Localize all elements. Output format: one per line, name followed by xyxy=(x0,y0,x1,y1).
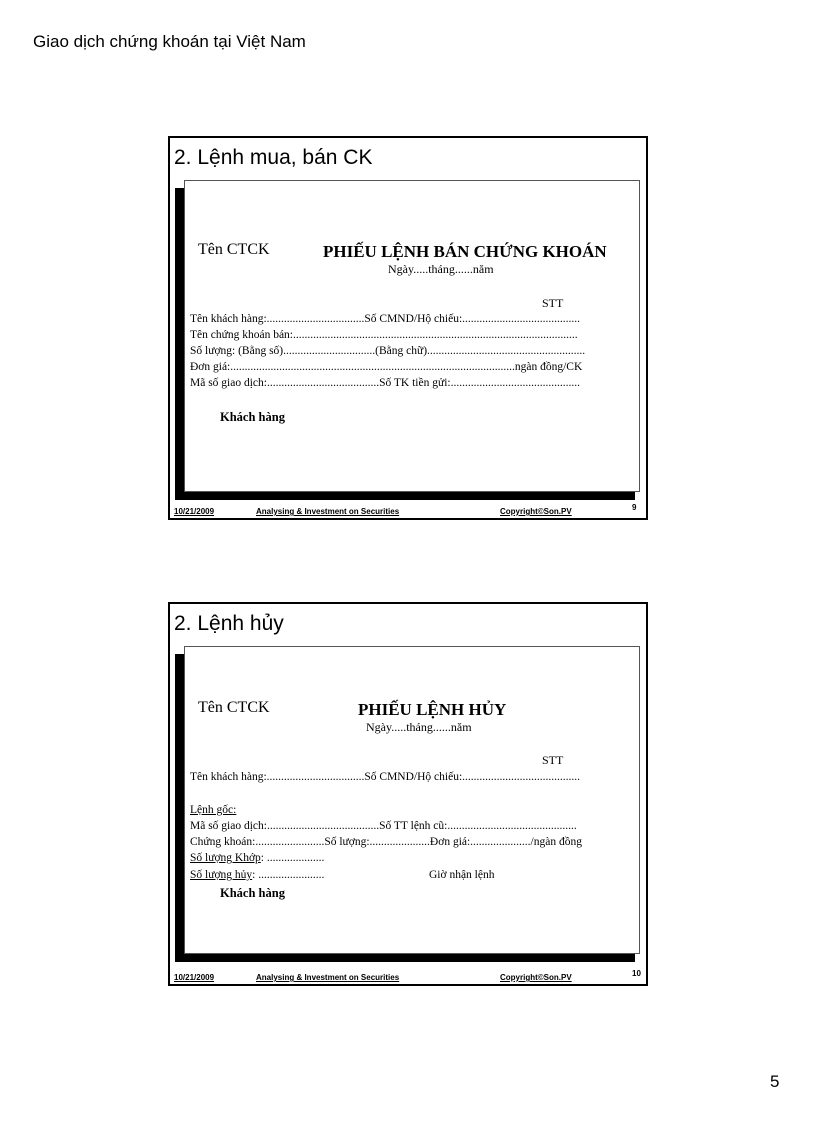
trade-code-line: Mã số giao dịch:.......................................Số TK tiền gửi:............................................. xyxy=(190,377,580,389)
customer-name-line: Tên khách hàng:..................................Số CMND/Hộ chiếu:......................................... xyxy=(190,771,581,783)
stt-label: STT xyxy=(542,753,564,767)
date-line: Ngày.....tháng......năm xyxy=(388,262,494,276)
footer-slide-number: 10 xyxy=(632,969,641,978)
footer-course: Analysing & Investment on Securities xyxy=(256,973,400,982)
receive-time-label: Giờ nhận lệnh xyxy=(429,869,495,881)
page-header: Giao dịch chứng khoán tại Việt Nam xyxy=(33,32,306,51)
cancel-form-panel xyxy=(184,646,640,954)
stt-label: STT xyxy=(542,296,564,310)
company-name: Tên CTCK xyxy=(198,241,270,258)
footer-slide-number: 9 xyxy=(632,503,637,512)
trade-code-line: Mã số giao dịch:.......................................Số TT lệnh cũ:............................................. xyxy=(190,820,577,832)
cancel-label: Số lượng hủy xyxy=(190,869,253,881)
order-form-panel xyxy=(184,180,640,492)
customer-name-line: Tên khách hàng:..................................Số CMND/Hộ chiếu:......................................... xyxy=(190,313,581,325)
slide-title: 2. Lệnh mua, bán CK xyxy=(174,146,373,169)
slide-title: 2. Lệnh hủy xyxy=(174,612,284,635)
original-order-label: Lệnh gốc: xyxy=(190,804,237,816)
slide-cancel-order xyxy=(168,602,648,986)
footer-date: 10/21/2009 xyxy=(174,973,215,982)
slide-sell-order xyxy=(168,136,648,520)
form-title: PHIẾU LỆNH HỦY xyxy=(358,700,507,719)
security-line: Chứng khoán:........................Số lượng:.....................Đơn giá:...................../ngàn đồng xyxy=(190,836,582,848)
matched-label: Số lượng Khớp xyxy=(190,852,261,864)
page-number: 5 xyxy=(770,1072,780,1091)
quantity-line: Số lượng: (Bằng số)................................(Bằng chữ)....................................................... xyxy=(190,345,586,357)
cancel-value: : ....................... xyxy=(252,869,325,881)
cancel-quantity-line xyxy=(190,869,638,881)
slide-footer xyxy=(174,969,644,985)
date-line: Ngày.....tháng......năm xyxy=(366,720,472,734)
matched-value: : .................... xyxy=(260,852,325,864)
matched-quantity-line xyxy=(190,852,638,864)
customer-signature-label: Khách hàng xyxy=(220,886,285,900)
security-name-line: Tên chứng khoán bán:................................................................................................... xyxy=(190,329,578,341)
footer-copyright: Copyright©Son.PV xyxy=(500,507,572,516)
footer-copyright: Copyright©Son.PV xyxy=(500,973,572,982)
company-name: Tên CTCK xyxy=(198,699,270,716)
customer-signature-label: Khách hàng xyxy=(220,410,285,424)
footer-course: Analysing & Investment on Securities xyxy=(256,507,400,516)
form-title: PHIẾU LỆNH BÁN CHỨNG KHOÁN xyxy=(323,242,607,261)
footer-date: 10/21/2009 xyxy=(174,507,215,516)
price-line: Đơn giá:...................................................................................................ngàn đồng/CK xyxy=(190,361,583,373)
slide-footer xyxy=(174,503,644,519)
